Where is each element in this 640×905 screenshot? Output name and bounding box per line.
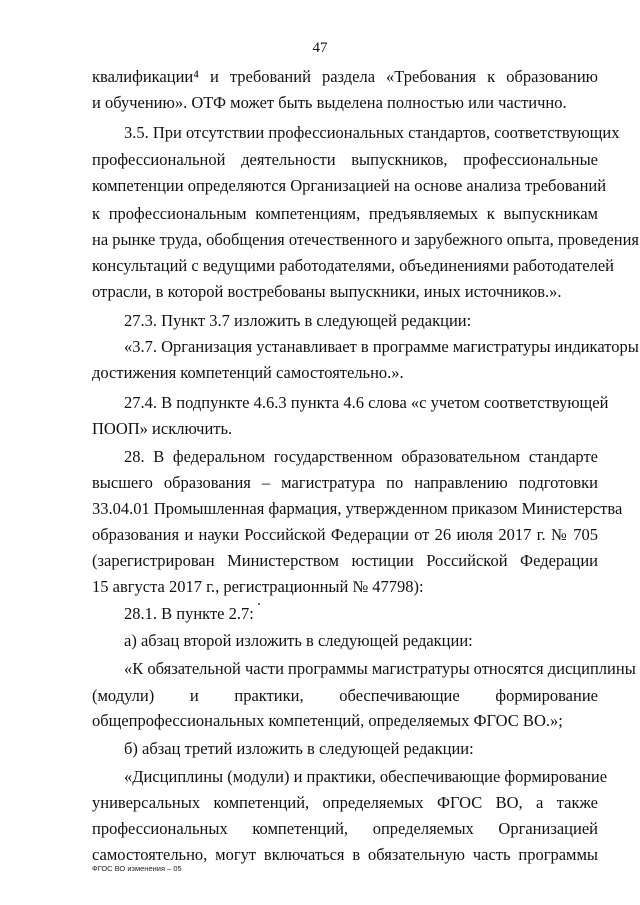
text-line: универсальных компетенций, определяемых ФГОС ВО, а также	[92, 793, 598, 812]
text-line: 27.4. В подпункте 4.6.3 пункта 4.6 слова «с учетом соответствующей	[124, 393, 609, 412]
text-line: 33.04.01 Промышленная фармация, утвержденном приказом Министерства	[92, 499, 623, 518]
text-line: 28. В федеральном государственном образовательном стандарте	[124, 447, 598, 466]
text-line: (модули) и практики, обеспечивающие формирование	[92, 686, 598, 705]
text-line: (зарегистрирован Министерством юстиции Российской Федерации	[92, 551, 598, 570]
page-number: 47	[312, 40, 328, 56]
text-line: профессиональных компетенций, определяемых Организацией	[92, 819, 598, 838]
text-line: общепрофессиональных компетенций, определяемых ФГОС ВО.»;	[92, 711, 563, 730]
text-line: 28.1. В пункте 2.7:	[124, 604, 254, 623]
text-line: к профессиональным компетенциям, предъявляемых к выпускникам	[92, 204, 598, 223]
text-line: квалификации⁴ и требований раздела «Требования к образованию	[92, 67, 598, 86]
text-line: отрасли, в которой востребованы выпускники, иных источников.».	[92, 282, 562, 301]
text-line: «Дисциплины (модули) и практики, обеспечивающие формирование	[124, 767, 608, 786]
text-line: консультаций с ведущими работодателями, объединениями работодателей	[92, 256, 615, 275]
text-line: на рынке труда, обобщения отечественного и зарубежного опыта, проведения	[92, 230, 640, 249]
footer-note: ФГОС ВО изменения – 05	[92, 864, 182, 873]
text-line: ПООП» исключить.	[92, 419, 233, 438]
text-line: б) абзац третий изложить в следующей редакции:	[124, 739, 474, 758]
text-line: самостоятельно, могут включаться в обязательную часть программы	[92, 845, 598, 864]
text-line: достижения компетенций самостоятельно.».	[92, 363, 404, 382]
scan-speck	[258, 603, 260, 605]
text-line: «К обязательной части программы магистратуры относятся дисциплины	[124, 659, 636, 678]
text-line: 27.3. Пункт 3.7 изложить в следующей редакции:	[124, 311, 472, 330]
text-line: профессиональной деятельности выпускников, профессиональные	[92, 150, 598, 169]
text-line: высшего образования – магистратура по направлению подготовки	[92, 473, 598, 492]
text-line: «3.7. Организация устанавливает в программе магистратуры индикаторы	[124, 337, 639, 356]
text-line: 15 августа 2017 г., регистрационный № 47798):	[92, 577, 424, 596]
text-line: 3.5. При отсутствии профессиональных стандартов, соответствующих	[124, 123, 620, 142]
text-line: а) абзац второй изложить в следующей редакции:	[124, 631, 473, 650]
text-line: образования и науки Российской Федерации от 26 июля 2017 г. № 705	[92, 525, 598, 544]
text-line: и обучению». ОТФ может быть выделена полностью или частично.	[92, 93, 567, 112]
text-line: компетенции определяются Организацией на основе анализа требований	[92, 176, 607, 195]
